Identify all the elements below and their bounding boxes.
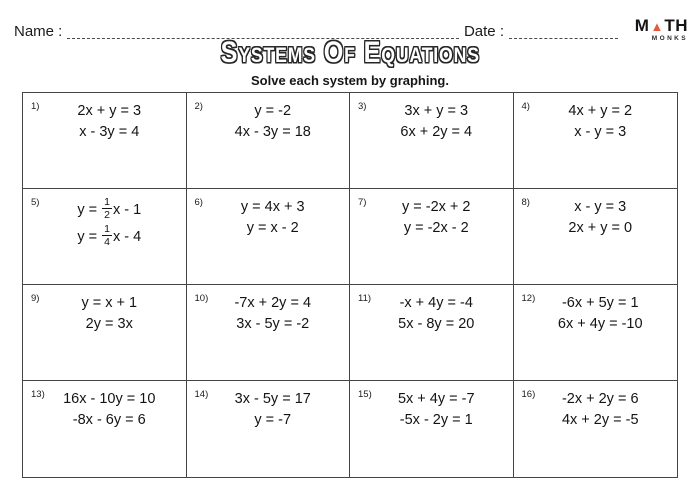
fraction: $\frac{1}{4}$ (104, 222, 110, 248)
instruction-row (0, 72, 700, 90)
equation-line: -5x - 2y = 1 (399, 412, 473, 428)
problem-number: 1) (31, 101, 40, 112)
equation-line: 4x + 2y = -5 (561, 412, 639, 428)
equation-line: x - 3y = 4 (79, 124, 140, 140)
name-label: Name : (14, 23, 63, 40)
equation-block (350, 101, 513, 143)
equation-line: y = 4x + 3 (240, 199, 305, 215)
equation-line: 16x - 10y = 10 (63, 391, 156, 407)
equation-line: 3x - 5y = 17 (234, 391, 311, 407)
problem-number: 13) (31, 389, 45, 400)
equation-line: 2x + y = 0 (568, 220, 633, 236)
equation-line: -2x + 2y = 6 (561, 391, 639, 407)
equation-line: y = x + 1 (81, 295, 138, 311)
equation-block (514, 389, 678, 431)
equation-line: x - y = 3 (574, 199, 627, 215)
equation-block (350, 197, 513, 239)
problem-cell (187, 189, 351, 285)
problem-cell (187, 381, 351, 477)
equation-block (23, 293, 186, 335)
date-label: Date : (463, 23, 504, 40)
equation-line: y = -2x - 2 (403, 220, 469, 236)
equation-line: 4x + y = 2 (568, 103, 633, 119)
equation-line: y = x - 2 (246, 220, 299, 236)
problem-cell (514, 93, 678, 189)
equation-block (23, 101, 186, 143)
problem-number: 8) (521, 197, 530, 208)
problem-number: 9) (31, 293, 40, 304)
logo-subtext: MONKS (651, 34, 688, 42)
problem-cell (350, 285, 514, 381)
problem-number: 10) (194, 293, 209, 304)
equation-line: -8x - 6y = 6 (72, 412, 146, 428)
title-row (0, 36, 700, 70)
problem-cell (187, 285, 351, 381)
problem-cell (514, 189, 678, 285)
problem-cell (23, 189, 187, 285)
problems-grid (22, 92, 678, 478)
problem-number: 15) (358, 389, 372, 400)
equation-line: 5x + 4y = -7 (397, 391, 475, 407)
problem-number: 11) (358, 293, 372, 304)
equation-line: y = -7 (254, 412, 292, 428)
equation-block (23, 197, 186, 251)
equation-line: 3x + y = 3 (404, 103, 469, 119)
equation-block (187, 293, 350, 335)
logo-wordmark (635, 17, 688, 34)
equation-line: y = -2x + 2 (401, 199, 471, 215)
equation-block (350, 389, 513, 431)
equation-line: x - y = 3 (574, 124, 627, 140)
equation-line: y = $\frac{1}{4}$ x - 4 (77, 222, 142, 248)
problem-cell (350, 381, 514, 477)
equation-block (187, 389, 350, 431)
logo-letters-th: TH (664, 15, 688, 35)
equation-block (514, 293, 678, 335)
equation-block (514, 101, 678, 143)
equation-line: y = -2 (254, 103, 292, 119)
equation-block (187, 197, 350, 239)
problem-cell (514, 285, 678, 381)
equation-line: 2x + y = 3 (77, 103, 142, 119)
problem-number: 14) (194, 389, 209, 400)
equation-line: 2y = 3x (85, 316, 133, 332)
problem-number: 5) (31, 197, 40, 208)
equation-line: 3x - 5y = -2 (236, 316, 310, 332)
problem-cell (350, 189, 514, 285)
fraction: $\frac{1}{2}$ (104, 195, 110, 221)
equation-block (350, 293, 513, 335)
problem-number: 4) (521, 101, 530, 112)
problem-number: 7) (358, 197, 367, 208)
equation-line: -x + 4y = -4 (399, 295, 473, 311)
equation-line: 6x + 2y = 4 (400, 124, 473, 140)
problem-cell (23, 93, 187, 189)
problem-number: 3) (358, 101, 367, 112)
equation-line: y = $\frac{1}{2}$ x - 1 (77, 195, 142, 221)
page-title: Systems Of Equations (220, 36, 480, 69)
equation-line: -7x + 2y = 4 (234, 295, 312, 311)
problem-number: 6) (194, 197, 203, 208)
problem-number: 2) (194, 101, 203, 112)
problem-number: 16) (521, 389, 536, 400)
equation-line: 5x - 8y = 20 (398, 316, 475, 332)
equation-line: 4x - 3y = 18 (234, 124, 311, 140)
problem-cell (23, 381, 187, 477)
problem-cell (514, 381, 678, 477)
equation-block (187, 101, 350, 143)
equation-line: 6x + 4y = -10 (557, 316, 643, 332)
problem-cell (23, 285, 187, 381)
logo-letter-m: M (634, 15, 650, 35)
problem-cell (187, 93, 351, 189)
instruction-text: Solve each system by graphing. (251, 73, 449, 88)
equation-block (514, 197, 678, 239)
problem-cell (350, 93, 514, 189)
triangle-icon: ▲ (650, 18, 664, 34)
problem-number: 12) (521, 293, 536, 304)
equation-line: -6x + 5y = 1 (561, 295, 639, 311)
equation-block (23, 389, 186, 431)
